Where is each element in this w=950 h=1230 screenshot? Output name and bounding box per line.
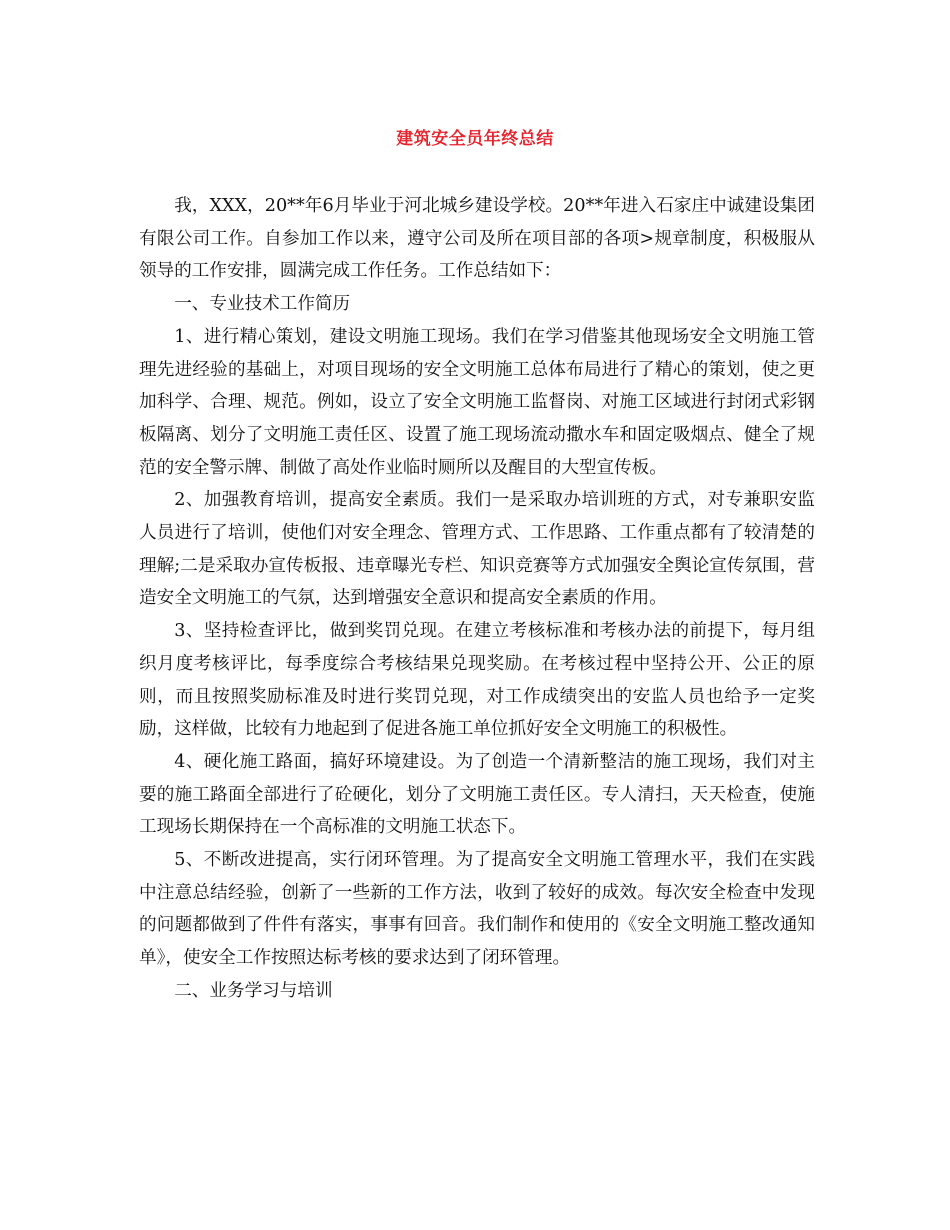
- paragraph-intro: 我，XXX，20**年6月毕业于河北城乡建设学校。20**年进入石家庄中诚建设集团有限公司工作。自参加工作以来，遵守公司及所在项目部的各项>规章制度，积极服从领导的工作安排，圆满完成工作任务。工作总结如下：: [139, 196, 815, 282]
- paragraph-item-1: 1、进行精心策划，建设文明施工现场。我们在学习借鉴其他现场安全文明施工管理先进经验的基础上，对项目现场的安全文明施工总体布局进行了精心的策划，使之更加科学、合理、规范。例如，设立了安全文明施工监督岗、对施工区域进行封闭式彩钢板隔离、划分了文明施工责任区、设置了施工现场流动撒水车和固定吸烟点、健全了规范的安全警示牌、制做了高处作业临时厕所以及醒目的大型宣传板。: [139, 326, 815, 478]
- paragraph-item-2: 2、加强教育培训，提高安全素质。我们一是采取办培训班的方式，对专兼职安监人员进行了培训，使他们对安全理念、管理方式、工作思路、工作重点都有了较清楚的理解;二是采取办宣传板报、违章曝光专栏、知识竞赛等方式加强安全舆论宣传氛围，营造安全文明施工的气氛，达到增强安全意识和提高安全素质的作用。: [139, 490, 815, 609]
- paragraph-item-4: 4、硬化施工路面，搞好环境建设。为了创造一个清新整洁的施工现场，我们对主要的施工路面全部进行了砼硬化，划分了文明施工责任区。专人清扫，天天检查，使施工现场长期保持在一个高标准的文明施工状态下。: [139, 751, 815, 838]
- paragraph-item-5: 5、不断改进提高，实行闭环管理。为了提高安全文明施工管理水平，我们在实践中注意总结经验，创新了一些新的工作方法，收到了较好的成效。每次安全检查中发现的问题都做到了件件有落实，事事有回音。我们制作和使用的《安全文明施工整改通知单》，使安全工作按照达标考核的要求达到了闭环管理。: [139, 850, 815, 969]
- paragraph-item-3: 3、坚持检查评比，做到奖罚兑现。在建立考核标准和考核办法的前提下，每月组织月度考核评比，每季度综合考核结果兑现奖励。在考核过程中坚持公开、公正的原则，而且按照奖励标准及时进行奖罚兑现，对工作成绩突出的安监人员也给予一定奖励，这样做，比较有力地起到了促进各施工单位抓好安全文明施工的积极性。: [139, 621, 815, 740]
- section-heading-2: 二、业务学习与培训: [174, 980, 333, 1001]
- document-body: [139, 190, 815, 1008]
- document-title: 建筑安全员年终总结: [396, 129, 554, 149]
- section-heading-1: 一、专业技术工作简历: [174, 294, 351, 315]
